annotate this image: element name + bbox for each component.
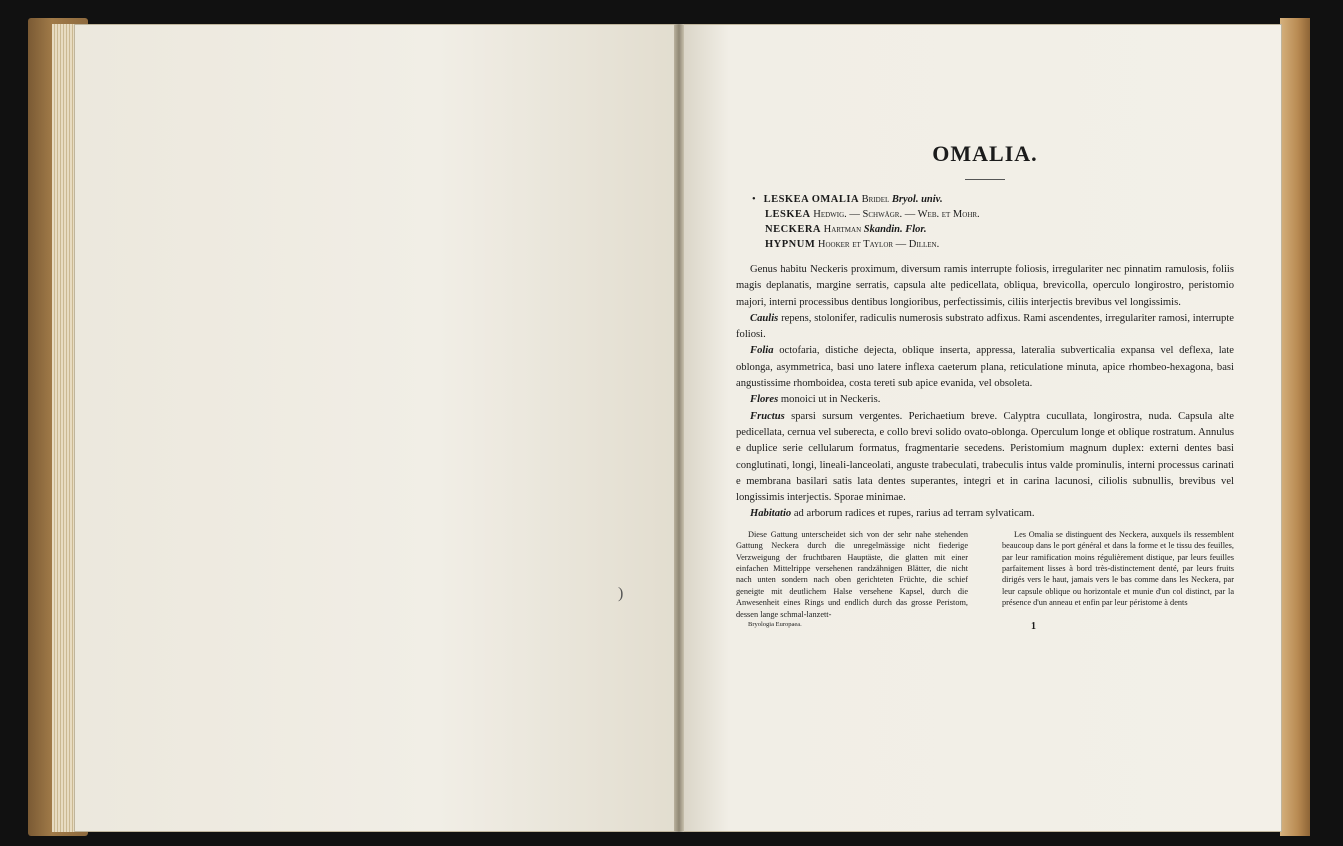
synonym-line: HYPNUM Hooker et Taylor — Dillen. [765, 239, 940, 250]
synonym-line: NECKERA Hartman Skandin. Flor. [765, 224, 927, 235]
left-blank-page [74, 24, 678, 832]
german-column [736, 529, 968, 620]
synonym-line: • LESKEA OMALIA Bridel Bryol. univ. [752, 194, 943, 205]
french-text: Les Omalia se distinguent des Neckera, auxquels ils ressemblent beaucoup dans le port général et dans la forme et le tissu des feuilles, par leur ramification moins régulièrement distique, par leurs feuilles parfaitement lisses à bord très-distinctement denté, par leurs fruits dirigés vers le haut, jamais vers le bas comme dans les Neckera, par leur capsule oblique ou horizontale et munie d'un col distinct, par la présence d'un anneau et enfin par leur péristome à dents [1002, 529, 1234, 608]
folia-paragraph: Folia octofaria, distiche dejecta, oblique inserta, appressa, lateralia subverticalia expansa vel deflexa, late oblonga, asymmetrica, basi uno latere inflexa caeterum plana, reticulatione minuta, apice rhombeo-hexagona, basi angustissime rhomboidea, costa tereti sub apice evanida, vel obsoleta. [736, 345, 1234, 390]
caulis-paragraph: Caulis repens, stolonifer, radiculis numerosis substrato adfixus. Rami ascendentes, irregulariter ramosi, interrupte foliosi. [736, 312, 1234, 341]
french-column [1002, 529, 1234, 620]
title-rule [965, 179, 1005, 180]
signature-mark: Bryologia Europaea. [748, 621, 802, 628]
translation-columns [736, 529, 1234, 620]
page-edges [52, 24, 74, 832]
flores-paragraph: Flores monoici ut in Neckeris. [750, 394, 881, 406]
page-title: OMALIA. [932, 141, 1038, 166]
fructus-paragraph: Fructus sparsi sursum vergentes. Perichaetium breve. Calyptra cucullata, longirostra, nuda. Capsula alte pedicellata, cernua vel suberecta, e collo brevi solido ovato-oblonga. Operculum longe et oblique rostratum. Annulus e duplice serie cellularum formatus, fragmentarie secedens. Peristomium magnum duplex: externi dentes basi conglutinati, longi, lineali-lanceolati, anguste trabeculati, trabeculis intus valde prominulis, interni processus carinati e membrana basilari satis lata dentes superantes, integri et in carina lacunosi, ciliolis subnullis, brevibus vel longissimis interjectis. Sporae minimae. [736, 410, 1234, 504]
genus-paragraph: Genus habitu Neckeris proximum, diversum ramis interrupte foliosis, irregulariter nec pinnatim ramulosis, foliis magis deplanatis, margine serratis, capsula alte pedicellata, obliqua, brevicolla, operculo longirostro, peristomio majori, interni processibus dentibus longioribus, perfectissimis, ciliis interjectis brevibus vel longissimis. [736, 264, 1234, 308]
german-text: Diese Gattung unterscheidet sich von der sehr nahe stehenden Gattung Neckera durch die unregelmässige nicht fiederige Verzweigung der fruchtbaren Hauptäste, die glatten mit einer einfachen Mittelrippe versehenen randzähnigen Blätter, die nicht nach unten sondern nach oben gerichteten Früchte, die schief geneigte mit deutlichem Halse versehene Kapsel, durch die Anwesenheit eines Rings und endlich durch das grosse Peristom, dessen lange schmal-lanzett- [736, 529, 968, 619]
synonym-list [752, 192, 1234, 252]
synonym-line: LESKEA Hedwig. — Schwägr. — Web. et Mohr. [765, 209, 980, 220]
book-gutter [674, 24, 684, 832]
pencil-mark: ) [618, 585, 624, 602]
habitatio-paragraph: Habitatio ad arborum radices et rupes, rarius ad terram sylvaticam. [750, 508, 1035, 520]
page-number: 1 [1031, 621, 1036, 632]
latin-description [736, 262, 1234, 523]
page-footer [736, 621, 1036, 632]
right-cover-board [1280, 18, 1310, 836]
page-content [736, 135, 1234, 632]
